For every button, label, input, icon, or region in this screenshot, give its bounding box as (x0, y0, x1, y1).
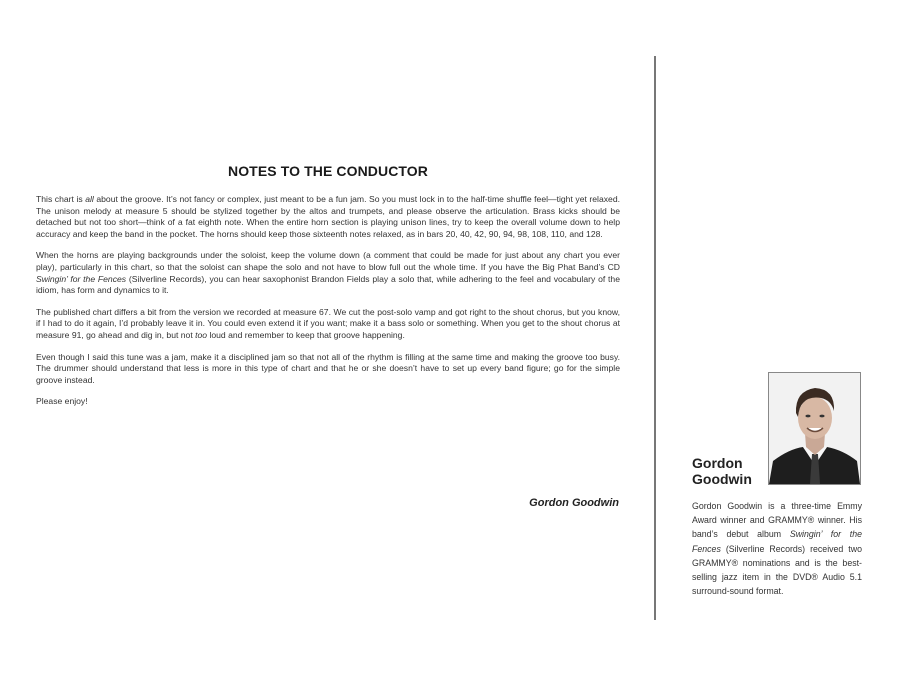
notes-paragraph-4: Even though I said this tune was a jam, make it a disciplined jam so that not all of the rhythm is filling at the same time and making the groove too busy. The drummer should understand that less is more in this type of chart and that he or she doesn’t have to set up every band figure; go for the simple groove instead. (36, 351, 620, 385)
notes-paragraph-1: This chart is all about the groove. It’s not fancy or complex, just meant to be a fun jam. So you must lock in to the half-time shuffle feel—tight yet relaxed. The unison melody at measure 5 should be stylized together by the altos and trumpets, and please observe the articulation. Brass kicks should be detached but not too short—think of a fat eighth note. When the entire horn section is playing unison lines, try to keep the overall volume down to help accuracy and keep the band in the pocket. The horns should keep those sixteenth notes relaxed, as in bars 20, 40, 42, 90, 94, 98, 108, 110, and 128. (36, 194, 620, 239)
author-photo (768, 372, 861, 485)
bio-name: Gordon Goodwin (692, 455, 752, 487)
notes-closing: Please enjoy! (36, 396, 88, 407)
notes-paragraph-3: The published chart differs a bit from the version we recorded at measure 67. We cut the post-solo vamp and got right to the shout chorus, but you know, if I had to do it again, I’d probably leave it in. You could even extend it if you want; make it a bass solo or something. When you get to the shout chorus at measure 91, go ahead and dig in, but not too loud and remember to keep that groove happening. (36, 306, 620, 340)
bio-text: Gordon Goodwin is a three-time Emmy Award winner and GRAMMY® winner. His band’s debut album Swingin’ for the Fences (Silverline Records) received two GRAMMY® nominations and is the best-selling jazz item in the DVD® Audio 5.1 surround-sound format. (692, 501, 862, 597)
column-divider (654, 56, 656, 620)
portrait-image (769, 373, 860, 484)
notes-body (36, 194, 620, 418)
notes-title: NOTES TO THE CONDUCTOR (227, 163, 429, 179)
signature: Gordon Goodwin (529, 497, 619, 509)
notes-paragraph-2: When the horns are playing backgrounds under the soloist, keep the volume down (a comment that could be made for just about any chart you ever play), particularly in this chart, so that the soloist can shape the solo and not have to blow full out the whole time. If you have the Big Phat Band’s CD Swingin’ for the Fences (Silverline Records), you can hear saxophonist Brandon Fields play a solo that, while adhering to the feel and vocabulary of the idiom, has form and dynamics to it. (36, 250, 620, 296)
